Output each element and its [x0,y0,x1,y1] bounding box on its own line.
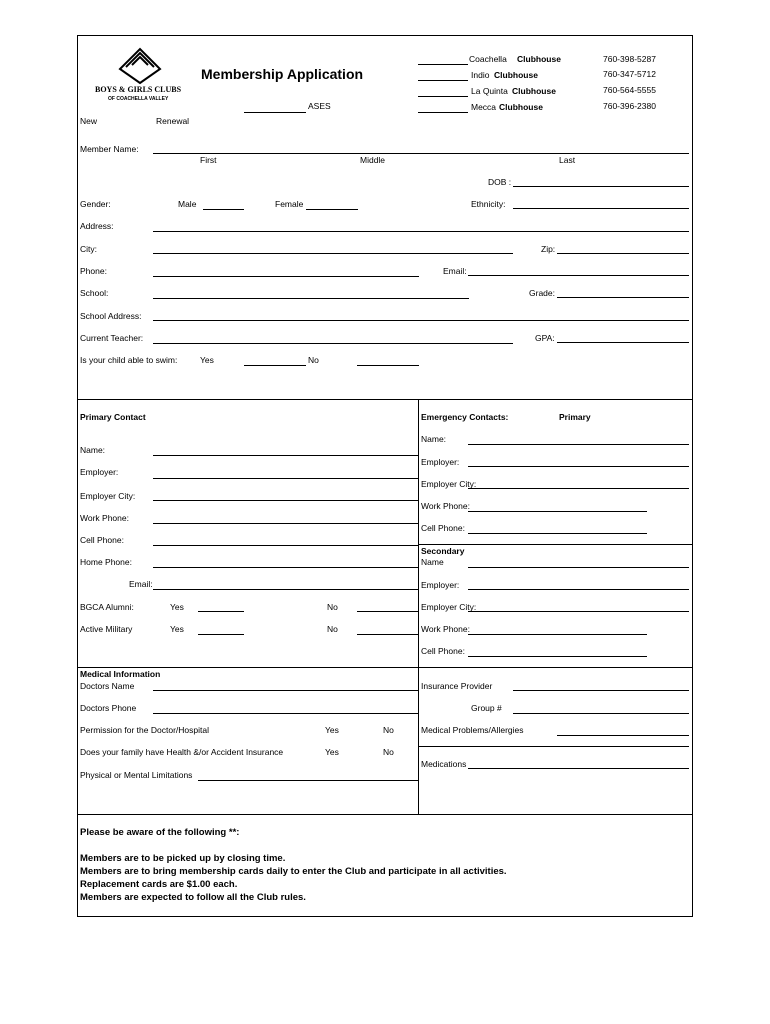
pc-military-no-label: No [327,624,338,634]
school-field[interactable] [153,298,469,299]
clubhouse-phone: 760-398-5287 [603,54,656,64]
current-teacher-field[interactable] [153,343,513,344]
group-label: Group # [471,703,502,713]
pc-email-field[interactable] [153,589,419,590]
swim-no-field[interactable] [357,365,419,366]
medical-problems-field-2[interactable] [418,746,689,747]
swim-label: Is your child able to swim: [80,355,178,365]
current-teacher-label: Current Teacher: [80,333,144,343]
clubhouse-phone: 760-564-5555 [603,85,656,95]
primary-contact-heading: Primary Contact [80,412,146,422]
zip-field[interactable] [557,253,689,254]
pc-work-phone-field[interactable] [153,523,419,524]
ethnicity-label: Ethnicity: [471,199,506,209]
gpa-field[interactable] [557,342,689,343]
gpa-label: GPA: [535,333,555,343]
section-divider [77,814,693,815]
ec2-work-phone-field[interactable] [468,634,647,635]
dob-field[interactable] [513,186,689,187]
phone-label: Phone: [80,266,107,276]
doctors-name-field[interactable] [153,690,419,691]
permission-label: Permission for the Doctor/Hospital [80,725,209,735]
ec2-employer-city-label: Employer City: [421,602,477,612]
notice-line: Members are to bring membership cards daily to enter the Club and participate in all activities. [80,866,507,877]
pc-military-yes-label: Yes [170,624,184,634]
pc-alumni-yes-label: Yes [170,602,184,612]
section-divider [77,399,693,400]
pc-alumni-yes-field[interactable] [198,611,244,612]
permission-no-label: No [383,725,394,735]
male-label: Male [178,199,197,209]
school-address-field[interactable] [153,320,689,321]
ec2-cell-phone-label: Cell Phone: [421,646,465,656]
clubhouse-phone: 760-347-5712 [603,69,656,79]
pc-military-no-field[interactable] [357,634,419,635]
clubhouse-label: Clubhouse [512,86,556,96]
pc-work-phone-label: Work Phone: [80,513,129,523]
grade-label: Grade: [529,288,555,298]
ec2-work-phone-label: Work Phone: [421,624,470,634]
swim-yes-label: Yes [200,355,214,365]
clubhouse-label: Clubhouse [494,70,538,80]
ec-employer-city-field[interactable] [468,488,689,489]
address-field[interactable] [153,231,689,232]
male-field[interactable] [203,209,244,210]
ases-line[interactable] [244,112,306,113]
clubhouse-check-line[interactable] [418,112,468,113]
notice-line: Members are expected to follow all the Club rules. [80,892,306,903]
grade-field[interactable] [557,297,689,298]
logo [92,47,188,105]
notice-line: Replacement cards are $1.00 each. [80,879,238,890]
pc-name-field[interactable] [153,455,419,456]
secondary-heading: Secondary [421,546,465,556]
ec2-employer-field[interactable] [468,589,689,590]
ec2-name-label: Name [421,557,444,567]
section-divider [77,667,693,668]
medications-field[interactable] [468,768,689,769]
clubhouse-phone: 760-396-2380 [603,101,656,111]
ec-employer-label: Employer: [421,457,460,467]
pc-employer-city-field[interactable] [153,500,419,501]
insurance-provider-field[interactable] [513,690,689,691]
clubhouse-check-line[interactable] [418,96,468,97]
pc-employer-field[interactable] [153,478,419,479]
school-address-label: School Address: [80,311,142,321]
pc-cell-phone-field[interactable] [153,545,419,546]
insurance-provider-label: Insurance Provider [421,681,493,691]
ases-label: ASES [308,101,331,111]
medical-problems-field[interactable] [557,735,689,736]
city-label: City: [80,244,97,254]
insurance-yes-label: Yes [325,747,339,757]
clubhouse-label: Clubhouse [499,102,543,112]
logo-line2: OF COACHELLA VALLEY [108,96,169,102]
ec-work-phone-label: Work Phone: [421,501,470,511]
column-divider [418,399,419,814]
permission-yes-label: Yes [325,725,339,735]
page-title: Membership Application [201,66,364,82]
swim-yes-field[interactable] [244,365,306,366]
clubhouse-city: Mecca [471,102,497,112]
ec-cell-phone-field[interactable] [468,533,647,534]
ec-name-field[interactable] [468,444,689,445]
pc-home-phone-field[interactable] [153,567,419,568]
first-label: First [200,155,217,165]
boys-girls-clubs-logo-icon [92,47,188,87]
middle-label: Middle [360,155,386,165]
notice-line: Members are to be picked up by closing time. [80,853,286,864]
limitations-label: Physical or Mental Limitations [80,770,193,780]
insurance-question-label: Does your family have Health &/or Accident Insurance [80,747,284,757]
clubhouse-city: La Quinta [471,86,508,96]
email-field[interactable] [468,275,689,276]
pc-cell-phone-label: Cell Phone: [80,535,124,545]
insurance-no-label: No [383,747,394,757]
doctors-phone-label: Doctors Phone [80,703,137,713]
clubhouse-check-line[interactable] [418,80,468,81]
renewal-label: Renewal [156,116,190,126]
email-label: Email: [443,266,467,276]
gender-label: Gender: [80,199,111,209]
emergency-contacts-heading: Emergency Contacts: [421,412,509,422]
limitations-field[interactable] [198,780,419,781]
group-field[interactable] [513,713,689,714]
clubhouse-label: Clubhouse [517,54,561,64]
emergency-primary-label: Primary [559,412,591,422]
pc-alumni-no-field[interactable] [357,611,419,612]
city-field[interactable] [153,253,513,254]
female-field[interactable] [306,209,358,210]
swim-no-label: No [308,355,319,365]
clubhouse-city: Indio [471,70,490,80]
doctors-phone-field[interactable] [153,713,419,714]
ec-employer-field[interactable] [468,466,689,467]
school-label: School: [80,288,109,298]
member-name-label: Member Name: [80,144,139,154]
doctors-name-label: Doctors Name [80,681,135,691]
pc-alumni-label: BGCA Alumni: [80,602,134,612]
secondary-divider [418,544,693,545]
pc-employer-label: Employer: [80,467,119,477]
ec-employer-city-label: Employer City: [421,479,477,489]
zip-label: Zip: [541,244,556,254]
ec-work-phone-field[interactable] [468,511,647,512]
female-label: Female [275,199,304,209]
pc-email-label: Email: [129,579,153,589]
medical-problems-label: Medical Problems/Allergies [421,725,524,735]
clubhouse-city: Coachella [469,54,507,64]
clubhouse-check-line[interactable] [418,64,468,65]
pc-military-yes-field[interactable] [198,634,244,635]
logo-line1: BOYS & GIRLS CLUBS [95,85,182,94]
pc-name-label: Name: [80,445,106,455]
phone-field[interactable] [153,276,419,277]
last-label: Last [559,155,576,165]
ec2-employer-label: Employer: [421,580,460,590]
ec-name-label: Name: [421,434,447,444]
pc-military-label: Active Military [80,624,133,634]
pc-employer-city-label: Employer City: [80,491,136,501]
form-frame [77,35,693,917]
medical-heading: Medical Information [80,669,161,679]
ec2-cell-phone-field[interactable] [468,656,647,657]
ethnicity-field[interactable] [513,208,689,209]
ec-cell-phone-label: Cell Phone: [421,523,465,533]
pc-home-phone-label: Home Phone: [80,557,132,567]
medications-label: Medications [421,759,467,769]
ec2-name-field[interactable] [468,567,689,568]
member-name-field[interactable] [153,153,689,154]
notice-heading: Please be aware of the following **: [80,827,240,838]
pc-alumni-no-label: No [327,602,338,612]
new-label: New [80,116,98,126]
ec2-employer-city-field[interactable] [468,611,689,612]
address-label: Address: [80,221,114,231]
dob-label: DOB : [488,177,512,187]
